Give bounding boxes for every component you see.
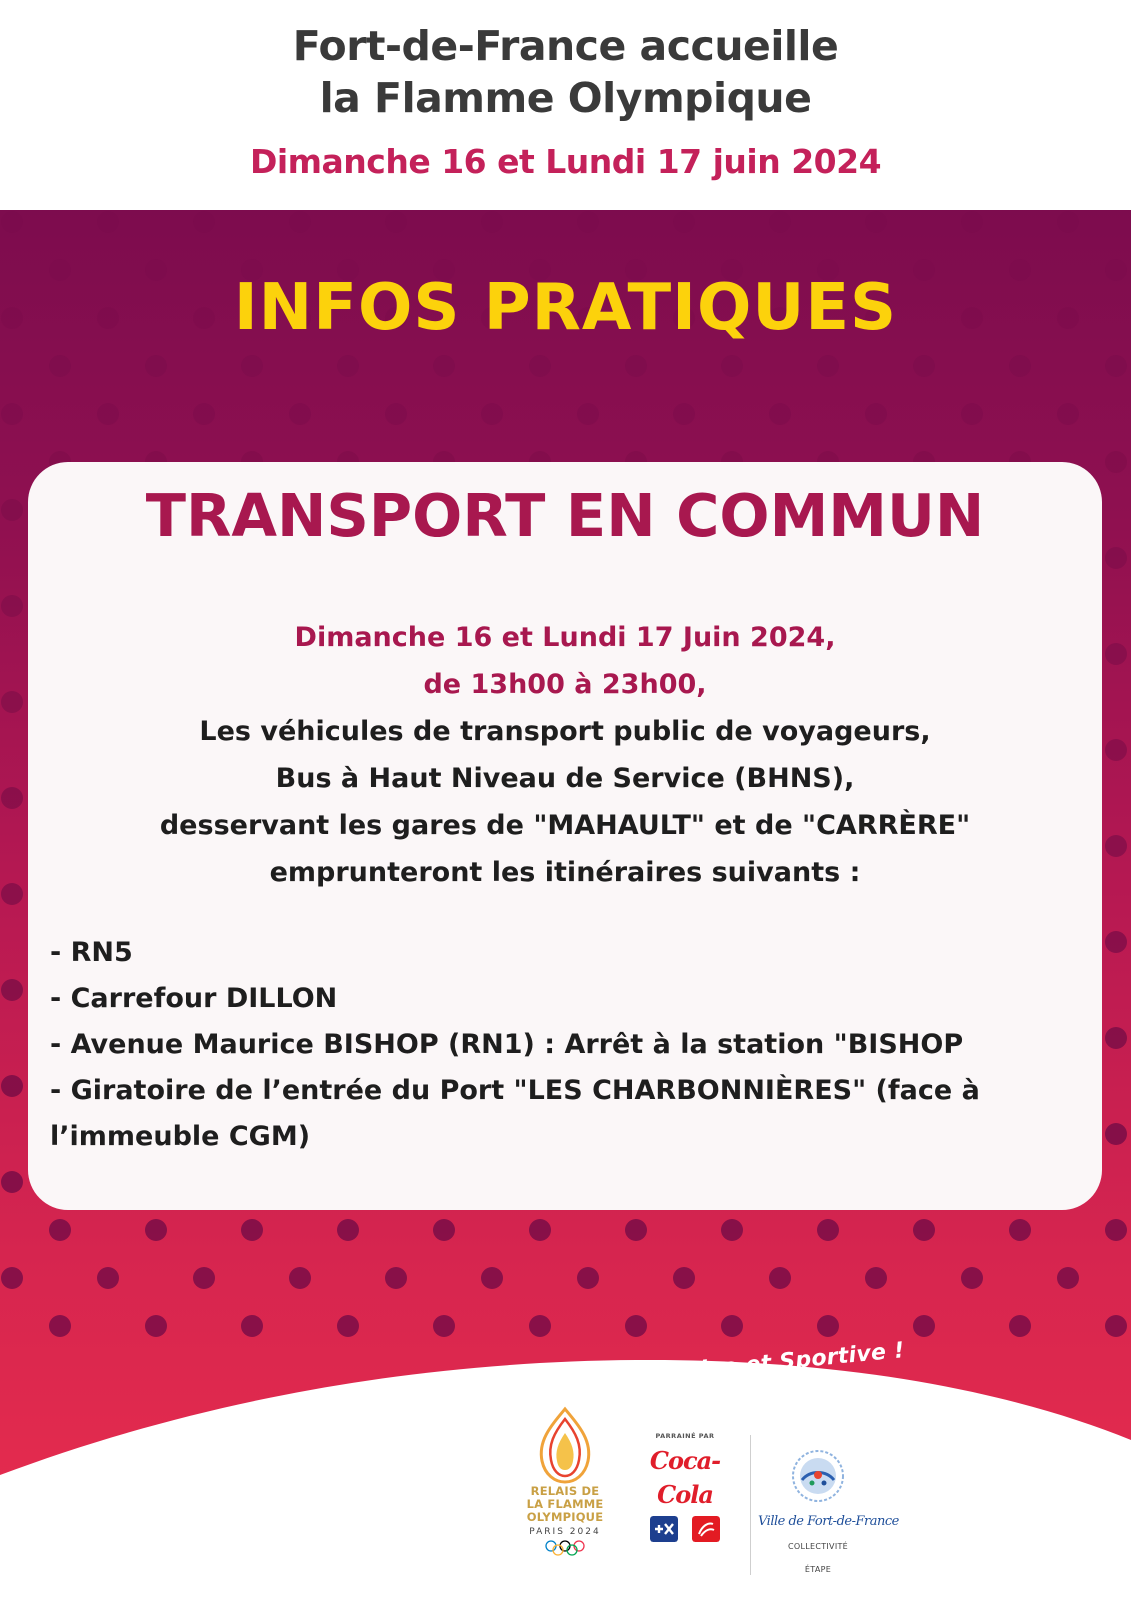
sponsor-label: PARRAINÉ PAR <box>655 1432 715 1440</box>
card-body-line: Les véhicules de transport public de voyageurs, <box>199 716 931 747</box>
city-label-2: ÉTAPE <box>804 1565 832 1574</box>
olympic-torch-relay-logo <box>515 1405 615 1575</box>
section-title: INFOS PRATIQUES <box>233 271 898 345</box>
header <box>0 0 1131 210</box>
city-label-1: COLLECTIVITÉ <box>787 1542 849 1551</box>
coca-cola-logo: Coca-Cola <box>649 1446 721 1509</box>
flame-icon <box>530 1405 600 1485</box>
footer-divider <box>750 1435 751 1575</box>
card-time-line: de 13h00 à 23h00, <box>423 669 707 700</box>
header-date: Dimanche 16 et Lundi 17 juin 2024 <box>249 142 882 181</box>
route-item: - Carrefour DILLON <box>50 983 338 1014</box>
card-body-line: desservant les gares de "MAHAULT" et de "CARRÈRE" <box>159 810 971 841</box>
bank-plus-x-icon <box>650 1516 678 1542</box>
olympic-logo-text-2: LA FLAMME <box>526 1497 604 1511</box>
header-title-line2: la Flamme Olympique <box>319 74 812 122</box>
header-title-line1: Fort-de-France accueille <box>292 22 839 70</box>
card-title: TRANSPORT EN COMMUN <box>145 481 985 550</box>
city-signature: Ville de Fort-de-France <box>758 1514 899 1529</box>
olympic-logo-text-1: RELAIS DE <box>530 1484 600 1498</box>
content-band <box>0 210 1131 1600</box>
olympic-rings-icon <box>543 1540 587 1556</box>
route-item: - Avenue Maurice BISHOP (RN1) : Arrêt à la station "BISHOP <box>50 1029 964 1060</box>
card-body-line: emprunteront les itinéraires suivants : <box>269 857 861 888</box>
route-item: - RN5 <box>50 937 133 968</box>
city-emblem-icon <box>790 1448 846 1504</box>
city-logo <box>758 1448 899 1575</box>
card-body-line: Bus à Haut Niveau de Service (BHNS), <box>275 763 855 794</box>
card-date-line: Dimanche 16 et Lundi 17 Juin 2024, <box>294 622 836 653</box>
route-item: - Giratoire de l’entrée du Port "LES CHARBONNIÈRES" (face à l’immeuble CGM) <box>50 1075 980 1152</box>
caisse-epargne-icon <box>692 1516 720 1542</box>
sponsors <box>630 1432 740 1542</box>
olympic-logo-text-3: OLYMPIQUE <box>526 1510 604 1524</box>
slogan: Fort-de-France, Ville Active et Sportive ! <box>394 1338 906 1412</box>
olympic-logo-sub: PARIS 2024 <box>529 1527 601 1537</box>
